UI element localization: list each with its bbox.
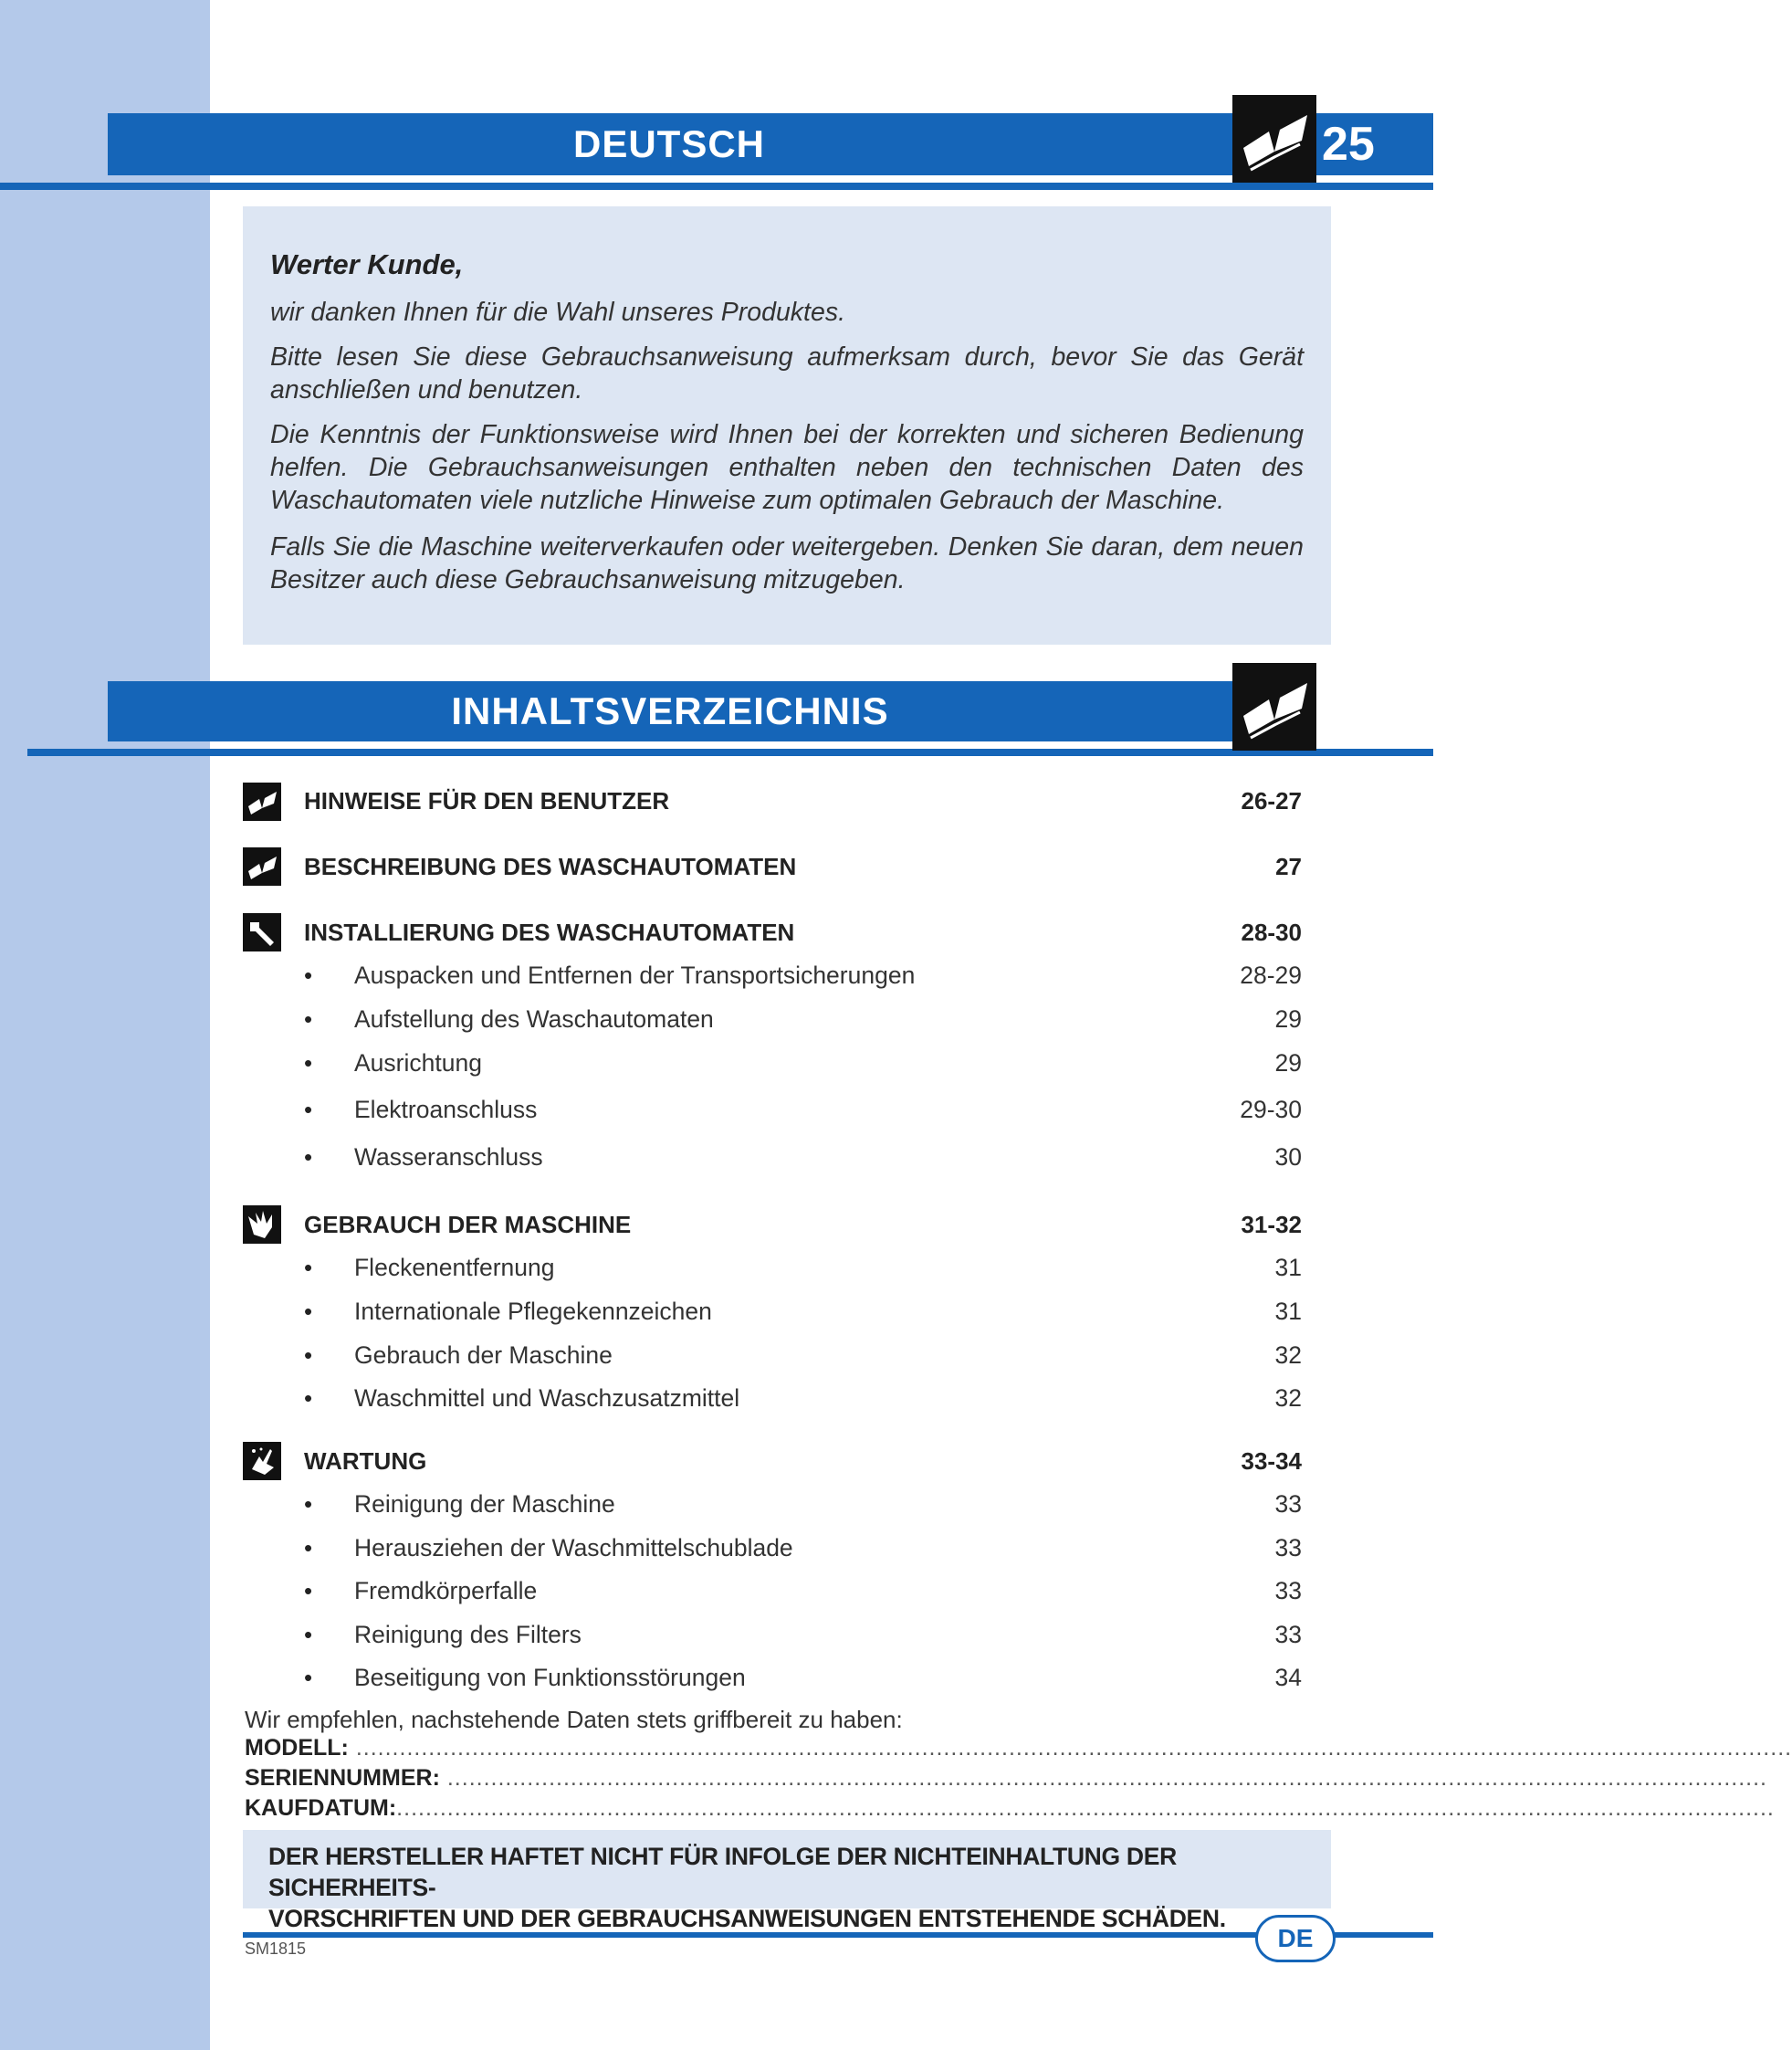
toc-item-pages: 32 (1274, 1384, 1302, 1412)
toc-item[interactable]: Herausziehen der Waschmittelschublade (354, 1534, 793, 1561)
book-icon (243, 783, 281, 821)
toc-section-title[interactable]: HINWEISE FÜR DEN BENUTZER (304, 787, 670, 815)
toc-item[interactable]: Fleckenentfernung (354, 1254, 555, 1281)
bullet: • (304, 1621, 313, 1648)
intro-paragraph-4: Falls Sie die Maschine weiterverkaufen oder weitergeben. Denken Sie daran, dem neuen Besitzer auch diese Gebrauchsanweisung mitzugeben. (270, 532, 1304, 594)
book-icon (243, 847, 281, 886)
document-id: SM1815 (245, 1940, 307, 1958)
wrench-icon (243, 913, 281, 951)
bullet: • (304, 1384, 313, 1412)
toc-item[interactable]: Auspacken und Entfernen der Transportsicherungen (354, 962, 916, 989)
purchase-date-label: KAUFDATUM: (245, 1795, 397, 1821)
cleaning-hand-icon (243, 1442, 281, 1480)
purchase-date-field (245, 1795, 1775, 1822)
toc-item[interactable]: Reinigung des Filters (354, 1621, 582, 1648)
model-field (245, 1735, 1792, 1761)
intro-paragraph-1: wir danken Ihnen für die Wahl unseres Produktes. (270, 298, 845, 327)
toc-item[interactable]: Reinigung der Maschine (354, 1490, 615, 1518)
intro-paragraph-3: Die Kenntnis der Funktionsweise wird Ihnen bei der korrekten und sicheren Bedienung helfen. Die Gebrauchsanweisungen enthalten neben den technischen Daten des Waschautomaten viele nutzliche Hinweise zum optimalen Gebrauch der Maschine. (270, 420, 1304, 515)
recommendation-text: Wir empfehlen, nachstehende Daten stets griffbereit zu haben: (245, 1706, 903, 1733)
toc-item[interactable]: Internationale Pflegekennzeichen (354, 1298, 712, 1325)
toc-item[interactable]: Beseitigung von Funktionsstörungen (354, 1664, 746, 1691)
toc-section-pages: 26-27 (1241, 787, 1302, 815)
toc-item-pages: 33 (1274, 1534, 1302, 1561)
toc-item[interactable]: Wasseranschluss (354, 1143, 543, 1171)
model-dots: ...................................................................................................................................................................................................... (348, 1735, 1792, 1761)
language-title: DEUTSCH (572, 122, 765, 165)
toc-section-title[interactable]: GEBRAUCH DER MASCHINE (304, 1211, 632, 1238)
model-label: MODELL: (245, 1735, 349, 1761)
toc-item-pages: 29 (1274, 1005, 1302, 1033)
toc-item-pages: 34 (1274, 1664, 1302, 1691)
intro-box (243, 206, 1331, 645)
toc-item-pages: 33 (1274, 1621, 1302, 1648)
hand-icon (243, 1205, 281, 1244)
toc-item-pages: 31 (1274, 1254, 1302, 1281)
toc-item[interactable]: Aufstellung des Waschautomaten (354, 1005, 714, 1033)
serial-number-label: SERIENNUMMER: (245, 1765, 440, 1791)
toc-section-pages: 31-32 (1241, 1211, 1302, 1238)
warning-line-1: DER HERSTELLER HAFTET NICHT FÜR INFOLGE DER NICHTEINHALTUNG DER SICHERHEITS- (268, 1843, 1177, 1901)
intro-paragraph-2: Bitte lesen Sie diese Gebrauchsanweisung aufmerksam durch, bevor Sie das Gerät anschließen und benutzen. (270, 342, 1304, 405)
bullet: • (304, 1341, 313, 1369)
toc-item-pages: 29-30 (1240, 1096, 1302, 1123)
toc-item[interactable]: Fremdkörperfalle (354, 1577, 538, 1604)
bullet: • (304, 962, 313, 989)
toc-item-pages: 32 (1274, 1341, 1302, 1369)
toc-item-pages: 33 (1274, 1577, 1302, 1604)
toc-book-icon (1232, 663, 1316, 751)
purchase-date-dots: .............................................................................................................................................................................................. (396, 1795, 1775, 1821)
toc-item-pages: 29 (1274, 1049, 1302, 1077)
toc-section-pages: 28-30 (1241, 919, 1302, 946)
liability-warning-text (268, 1841, 1309, 1934)
header-rule (0, 183, 1433, 190)
salutation: Werter Kunde, (270, 248, 464, 280)
toc-item[interactable]: Gebrauch der Maschine (354, 1341, 613, 1369)
bullet: • (304, 1490, 313, 1518)
language-badge: DE (1255, 1915, 1336, 1962)
header-book-icon (1232, 95, 1316, 183)
bullet: • (304, 1298, 313, 1325)
toc-item[interactable]: Ausrichtung (354, 1049, 482, 1077)
toc-rule (27, 749, 1433, 756)
page-number: 25 (1322, 118, 1375, 171)
toc-item[interactable]: Elektroanschluss (354, 1096, 538, 1123)
serial-number-dots: ...................................................................................................................................................................................... (439, 1765, 1767, 1791)
toc-item-pages: 30 (1274, 1143, 1302, 1171)
bullet: • (304, 1577, 313, 1604)
toc-item-pages: 31 (1274, 1298, 1302, 1325)
bullet: • (304, 1254, 313, 1281)
toc-section-title[interactable]: BESCHREIBUNG DES WASCHAUTOMATEN (304, 853, 797, 880)
toc-item-pages: 28-29 (1240, 962, 1302, 989)
liability-warning-box (243, 1830, 1331, 1932)
toc-section-pages: 33-34 (1241, 1447, 1302, 1475)
toc-section-title[interactable]: INSTALLIERUNG DES WASCHAUTOMATEN (304, 919, 795, 946)
bullet: • (304, 1143, 313, 1171)
toc-title: INHALTSVERZEICHNIS (451, 689, 889, 732)
toc-item[interactable]: Waschmittel und Waschzusatzmittel (354, 1384, 740, 1412)
bullet: • (304, 1096, 313, 1123)
bullet: • (304, 1664, 313, 1691)
bullet: • (304, 1534, 313, 1561)
bullet: • (304, 1049, 313, 1077)
toc-section-title[interactable]: WARTUNG (304, 1447, 427, 1475)
serial-number-field (245, 1765, 1767, 1792)
toc-item-pages: 33 (1274, 1490, 1302, 1518)
bullet: • (304, 1005, 313, 1033)
left-sidebar-stripe (0, 0, 210, 2050)
toc-section-pages: 27 (1275, 853, 1302, 880)
warning-line-2: VORSCHRIFTEN UND DER GEBRAUCHSANWEISUNGEN ENTSTEHENDE SCHÄDEN. (268, 1905, 1226, 1932)
